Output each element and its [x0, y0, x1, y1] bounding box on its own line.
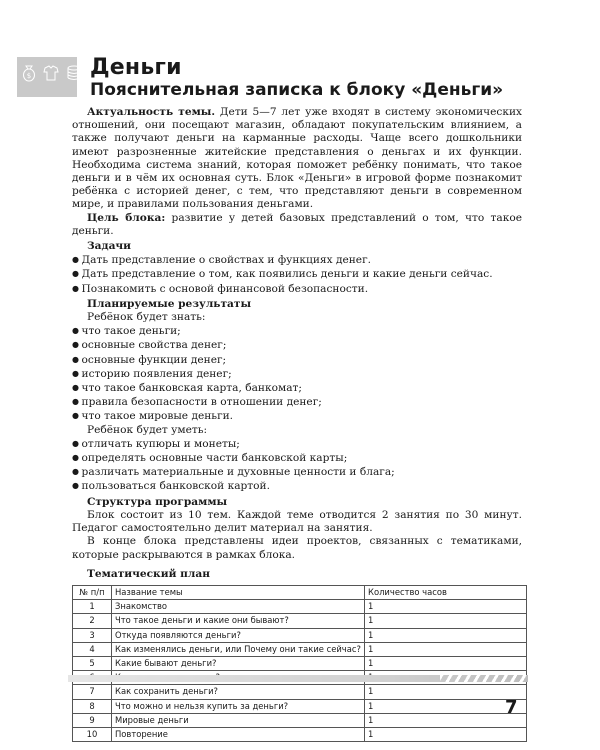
relevance-label: Актуальность темы. — [87, 106, 216, 118]
table-cell: 1 — [365, 727, 527, 741]
list-item: ● что такое мировые деньги. — [72, 409, 522, 423]
list-item: ● определять основные части банковской карты; — [72, 451, 522, 465]
table-row — [73, 656, 527, 670]
table-cell: 10 — [73, 727, 112, 741]
table-cell: Что такое деньги и какие они бывают? — [112, 614, 365, 628]
table-row — [73, 614, 527, 628]
page-title: Деньги — [90, 55, 182, 80]
list-item: ● что такое банковская карта, банкомат; — [72, 381, 522, 395]
column-header: № п/п — [73, 585, 112, 599]
table-cell: 1 — [365, 642, 527, 656]
table-cell: 1 — [365, 685, 527, 699]
footer-stripes — [440, 675, 528, 682]
table-cell: Откуда появляются деньги? — [112, 628, 365, 642]
table-cell: Как сохранить деньги? — [112, 685, 365, 699]
table-cell: 8 — [73, 699, 112, 713]
table-cell: 1 — [365, 713, 527, 727]
page-subtitle: Пояснительная записка к блоку «Деньги» — [90, 80, 504, 100]
money-bag-icon — [22, 64, 36, 82]
table-cell: 2 — [73, 614, 112, 628]
table-row — [73, 685, 527, 699]
tasks-heading: Задачи — [87, 240, 132, 253]
table-cell: Повторение — [112, 727, 365, 741]
structure-paragraph-1: Блок состоит из 10 тем. Каждой теме отводится 2 занятия по 30 минут. Педагог самостоятельно делит материал на занятия. — [72, 508, 522, 535]
table-cell: 1 — [365, 614, 527, 628]
table-cell: Как изменялись деньги, или Почему они такие сейчас? — [112, 642, 365, 656]
shirt-icon — [42, 64, 60, 82]
table-cell: 1 — [365, 628, 527, 642]
table-cell: Знакомство — [112, 600, 365, 614]
list-item: ● правила безопасности в отношении денег; — [72, 395, 522, 409]
table-cell: Какие бывают деньги? — [112, 656, 365, 670]
can-intro: Ребёнок будет уметь: — [87, 423, 208, 436]
table-cell: 3 — [73, 628, 112, 642]
plan-heading: Тематический план — [87, 567, 210, 580]
list-item: ● основные свойства денег; — [72, 338, 522, 352]
table-cell: 9 — [73, 713, 112, 727]
coins-icon — [66, 64, 82, 82]
list-item: ● что такое деньги; — [72, 324, 522, 338]
table-row — [73, 628, 527, 642]
table-cell: 1 — [365, 656, 527, 670]
list-item: ● основные функции денег; — [72, 353, 522, 367]
list-item: ● пользоваться банковской картой. — [72, 479, 522, 493]
table-row — [73, 642, 527, 656]
goal-paragraph — [72, 212, 522, 238]
structure-paragraph-2: В конце блока представлены идеи проектов, связанных с тематиками, которые раскрываются в рамках блока. — [72, 535, 522, 561]
main-content — [72, 106, 522, 742]
table-row — [73, 699, 527, 713]
goal-label: Цель блока: — [87, 211, 166, 224]
list-item: ● Дать представление о свойствах и функциях денег. — [72, 253, 522, 267]
table-cell: 1 — [365, 699, 527, 713]
relevance-text: Дети 5—7 лет уже входят в систему экономических отношений, они посещают магазин, обладают покупательским влиянием, а также получают деньги на карманные расходы. Чаще всего дошкольники имеют разрозненные житейские представления о деньгах и их функции. Необходима система знаний, которая поможет ребёнку понимать, что такое деньги и в чём их основная суть. Блок «Деньги» в игровой форме познакомит ребёнка с историей денег, с тем, что представляют деньги в современном мире, и правилами пользования деньгами. — [72, 106, 522, 211]
svg-text:$: $ — [26, 72, 32, 80]
structure-heading: Структура программы — [87, 495, 228, 508]
plan-table — [72, 585, 527, 742]
column-header: Количество часов — [365, 585, 527, 599]
table-cell: 7 — [73, 685, 112, 699]
table-row — [73, 713, 527, 727]
list-item: ● различать материальные и духовные ценности и блага; — [72, 465, 522, 479]
table-cell: 1 — [73, 600, 112, 614]
results-heading: Планируемые результаты — [87, 297, 252, 310]
header-icons — [22, 64, 82, 82]
goal-text: развитие у детей базовых представлений о том, что такое деньги. — [72, 211, 523, 237]
table-cell: 5 — [73, 656, 112, 670]
column-header: Название темы — [112, 585, 365, 599]
table-cell: 4 — [73, 642, 112, 656]
list-item: ● Познакомить с основой финансовой безопасности. — [72, 282, 522, 296]
table-cell: 1 — [365, 600, 527, 614]
plan-table-body — [73, 600, 527, 742]
list-item: ● Дать представление о том, как появились деньги и какие деньги сейчас. — [72, 267, 522, 281]
list-item: ● историю появления денег; — [72, 367, 522, 381]
table-header-row — [73, 585, 527, 599]
list-item: ● отличать купюры и монеты; — [72, 437, 522, 451]
table-row — [73, 600, 527, 614]
know-intro: Ребёнок будет знать: — [87, 311, 206, 324]
table-cell: Мировые деньги — [112, 713, 365, 727]
relevance-paragraph — [72, 106, 522, 212]
table-row — [73, 727, 527, 741]
page-number: 7 — [505, 697, 518, 718]
table-cell: Что можно и нельзя купить за деньги? — [112, 699, 365, 713]
